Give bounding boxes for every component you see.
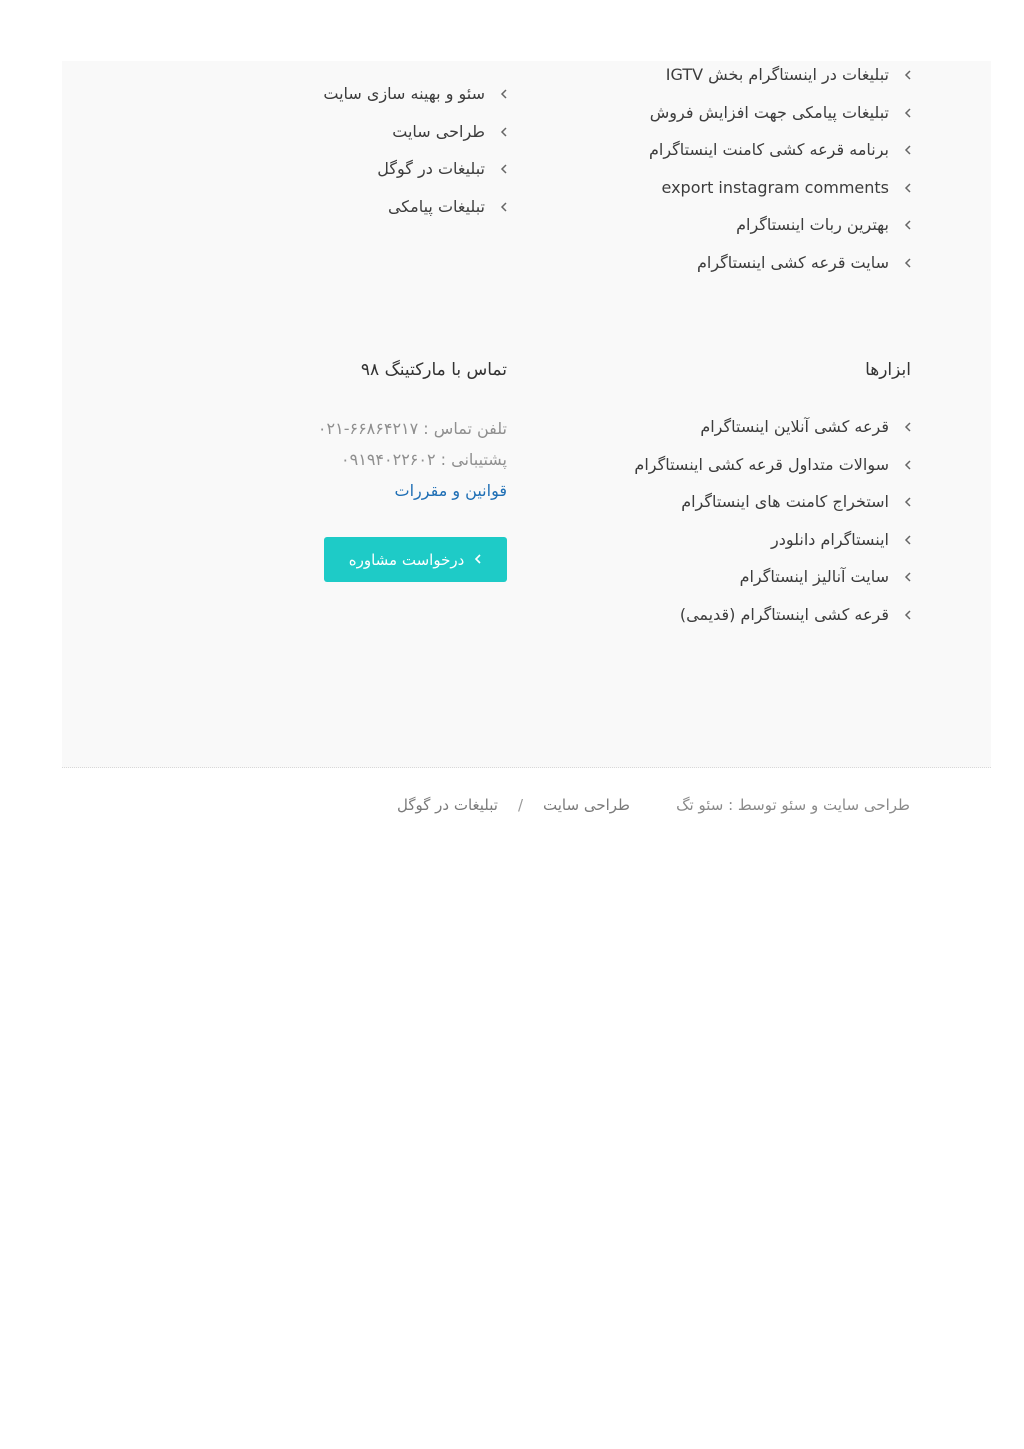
list-item-label[interactable]: برنامه قرعه کشی کامنت اینستاگرام bbox=[648, 140, 889, 159]
list-item-label[interactable]: اینستاگرام دانلودر bbox=[770, 529, 889, 549]
links-list bbox=[551, 61, 911, 286]
list-item[interactable] bbox=[551, 136, 911, 174]
list-item[interactable] bbox=[551, 174, 911, 212]
list-item[interactable] bbox=[551, 563, 911, 601]
chevron-left-icon bbox=[474, 551, 482, 569]
footer bbox=[62, 61, 991, 768]
list-item[interactable] bbox=[147, 193, 507, 231]
chevron-left-icon bbox=[901, 136, 915, 164]
chevron-left-icon bbox=[901, 601, 915, 629]
list-item-label[interactable]: قرعه کشی اینستاگرام (قدیمی) bbox=[679, 604, 889, 624]
list-item[interactable] bbox=[551, 413, 911, 451]
sub-footer bbox=[62, 768, 991, 864]
list-item-label[interactable]: قرعه کشی آنلاین اینستاگرام bbox=[700, 417, 889, 436]
chevron-left-icon bbox=[901, 526, 915, 554]
list-item-label[interactable]: سئو و بهینه سازی سایت bbox=[323, 84, 485, 103]
chevron-left-icon bbox=[901, 249, 915, 277]
links-list bbox=[147, 80, 507, 230]
list-item-label[interactable]: سایت آنالیز اینستاگرام bbox=[739, 567, 889, 586]
list-item-label[interactable]: سایت قرعه کشی اینستاگرام bbox=[696, 252, 889, 272]
tools-links bbox=[551, 413, 911, 638]
list-item[interactable] bbox=[551, 99, 911, 137]
list-item-label[interactable]: سوالات متداول قرعه کشی اینستاگرام bbox=[634, 454, 889, 474]
list-item-label[interactable]: تبلیغات پیامکی جهت افزایش فروش bbox=[649, 102, 889, 122]
list-item[interactable] bbox=[551, 451, 911, 489]
chevron-left-icon bbox=[901, 99, 915, 127]
links-list bbox=[551, 413, 911, 638]
consultation-request-label: درخواست مشاوره bbox=[348, 550, 465, 569]
chevron-left-icon bbox=[497, 155, 511, 183]
list-item[interactable] bbox=[147, 80, 507, 118]
list-item[interactable] bbox=[551, 526, 911, 564]
contact-heading: تماس با مارکتینگ ۹۸ bbox=[360, 360, 507, 380]
chevron-left-icon bbox=[901, 451, 915, 479]
list-item[interactable] bbox=[551, 488, 911, 526]
footer-links-right bbox=[551, 61, 911, 286]
list-item-label[interactable]: طراحی سایت bbox=[392, 121, 485, 141]
sub-footer-nav bbox=[397, 796, 630, 814]
chevron-left-icon bbox=[901, 61, 915, 89]
chevron-left-icon bbox=[901, 488, 915, 516]
list-item[interactable] bbox=[147, 118, 507, 156]
consultation-request-button[interactable] bbox=[324, 537, 507, 582]
chevron-left-icon bbox=[901, 413, 915, 441]
footer-links-left bbox=[147, 80, 507, 230]
chevron-left-icon bbox=[497, 193, 511, 221]
list-item-label[interactable]: تبلیغات در گوگل bbox=[377, 159, 485, 178]
contact-phone: تلفن تماس : ۶۶۸۶۴۲۱۷-۰۲۱ bbox=[317, 419, 507, 438]
list-item[interactable] bbox=[551, 211, 911, 249]
list-item-label[interactable]: استخراج کامنت های اینستاگرام bbox=[681, 492, 889, 511]
list-item[interactable] bbox=[551, 601, 911, 639]
list-item-label[interactable]: بهترین ربات اینستاگرام bbox=[736, 215, 889, 234]
sub-footer-link-google-ads[interactable]: تبلیغات در گوگل bbox=[396, 796, 498, 814]
list-item-label[interactable]: export instagram comments bbox=[661, 177, 889, 197]
contact-block bbox=[147, 355, 507, 506]
chevron-left-icon bbox=[497, 80, 511, 108]
list-item[interactable] bbox=[147, 155, 507, 193]
chevron-left-icon bbox=[901, 211, 915, 239]
chevron-left-icon bbox=[497, 118, 511, 146]
tools-heading: ابزارها bbox=[865, 360, 911, 380]
contact-support: پشتیبانی : ۰۹۱۹۴۰۲۲۶۰۲ bbox=[341, 450, 507, 469]
nav-separator: / bbox=[517, 796, 524, 814]
credit-text: طراحی سایت و سئو توسط : سئو تگ bbox=[676, 796, 910, 814]
list-item[interactable] bbox=[551, 249, 911, 287]
sub-footer-link-web-design[interactable]: طراحی سایت bbox=[543, 796, 630, 814]
chevron-left-icon bbox=[901, 563, 915, 591]
chevron-left-icon bbox=[901, 174, 915, 202]
terms-link[interactable]: قوانین و مقررات bbox=[394, 481, 507, 500]
list-item-label[interactable]: تبلیغات در اینستاگرام بخش IGTV bbox=[665, 65, 889, 84]
list-item[interactable] bbox=[551, 61, 911, 99]
list-item-label[interactable]: تبلیغات پیامکی bbox=[387, 196, 485, 216]
